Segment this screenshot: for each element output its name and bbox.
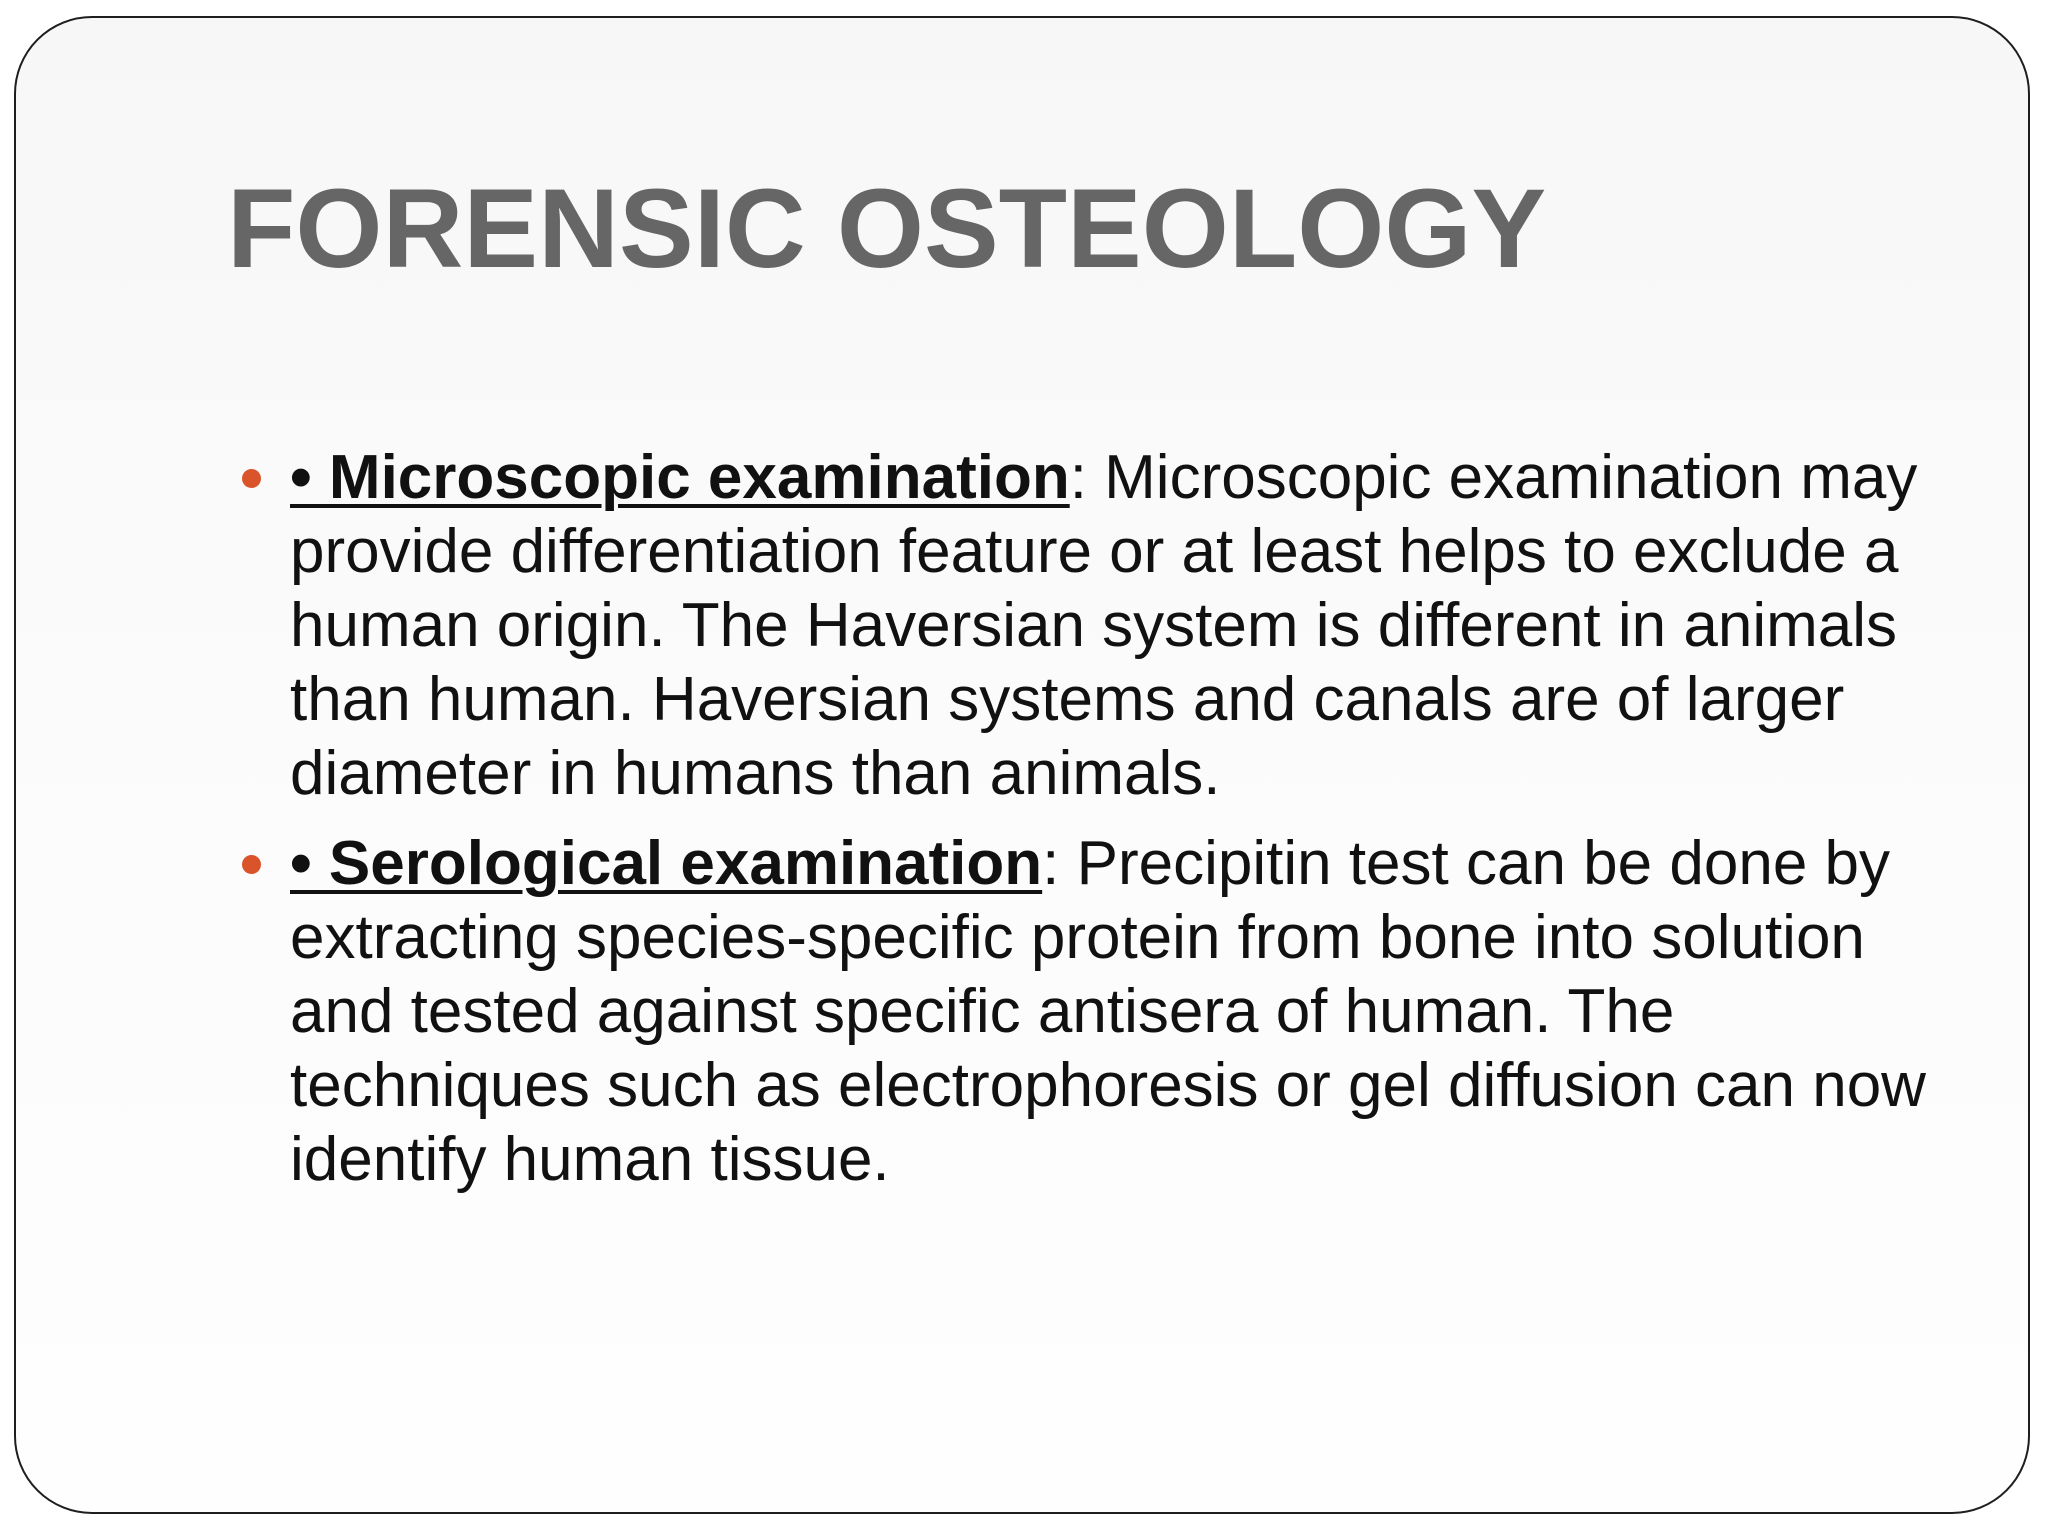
bullet-separator: : — [1042, 829, 1060, 898]
bullet-text: Microscopic examination may provide differentiation feature or at least helps to exclude a human origin. The Haversian system is different in animals than human. Haversian systems and canals are of larger diameter in humans than animals. — [290, 443, 1918, 808]
bullet-heading: • Serological examination — [290, 829, 1043, 898]
bullet-text: Precipitin test can be done by extracting species-specific protein from bone into solution and tested against specific antisera of human. The techniques such as electrophoresis or gel diffusion can now identify human tissue. — [290, 829, 1926, 1194]
bullet-item-serological-examination — [290, 827, 1930, 1197]
slide — [14, 16, 2030, 1514]
bullet-list — [290, 441, 1930, 1213]
bullet-dot-icon — [242, 855, 261, 874]
bullet-item-microscopic-examination — [290, 441, 1930, 811]
slide-title: FORENSIC OSTEOLOGY — [227, 166, 1547, 291]
bullet-dot-icon — [242, 469, 261, 488]
bullet-heading: • Microscopic examination — [290, 443, 1070, 512]
bullet-separator: : — [1069, 443, 1087, 512]
